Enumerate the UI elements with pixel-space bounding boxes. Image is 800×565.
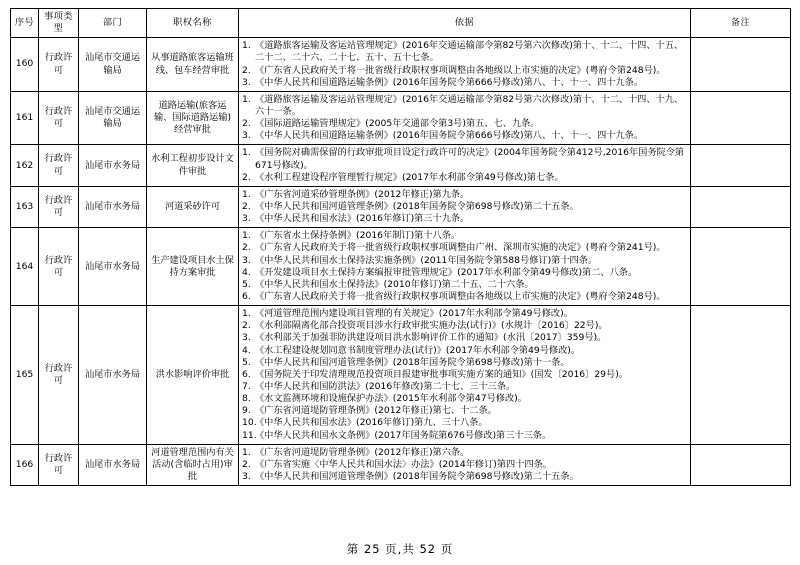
basis-list bbox=[242, 147, 687, 183]
basis-item: 3. 《中华人民共和国水法》(2016年修订)第三十九条。 bbox=[242, 213, 470, 225]
basis-item-number: 1. bbox=[242, 147, 251, 159]
column-header-dept: 部门 bbox=[79, 9, 147, 38]
basis-item-number: 3. bbox=[242, 130, 251, 142]
basis-item: 1. 《河道管理范围内建设项目管理的有关规定》(2017年水利部令第49号修改)。 bbox=[242, 308, 573, 320]
basis-item-number: 3. bbox=[242, 213, 251, 225]
basis-item: 3. 《中华人民共和国道路运输条例》(2016年国务院令第666号修改)第八、十、十一、四十九条。 bbox=[242, 76, 644, 88]
cell-dept: 汕尾市交通运输局 bbox=[79, 91, 147, 145]
basis-item-number: 3. bbox=[242, 470, 251, 482]
cell-basis bbox=[239, 228, 691, 306]
column-header-basis: 依据 bbox=[239, 9, 691, 38]
cell-basis bbox=[239, 38, 691, 92]
basis-item: 1. 《广东省河道采砂管理条例》(2012年修正)第九条。 bbox=[242, 188, 470, 200]
basis-list bbox=[242, 94, 687, 143]
cell-type: 行政许可 bbox=[39, 228, 79, 306]
cell-no: 160 bbox=[11, 38, 39, 92]
basis-item: 1. 《广东省河道堤防管理条例》(2012年修正)第六条。 bbox=[242, 446, 470, 458]
basis-item: 2. 《广东省人民政府关于将一批省级行政职权事项调整由各地级以上市实施的决定》(粤府令第248号)。 bbox=[242, 64, 666, 76]
basis-list bbox=[242, 308, 687, 442]
basis-item-number: 4. bbox=[242, 266, 251, 278]
basis-item-number: 9. bbox=[242, 405, 251, 417]
basis-item: 2. 《广东省实施〈中华人民共和国水法〉办法》(2014年修订)第四十四条。 bbox=[242, 458, 552, 470]
cell-type: 行政许可 bbox=[39, 38, 79, 92]
basis-item-number: 2. bbox=[242, 200, 251, 212]
cell-no: 165 bbox=[11, 306, 39, 445]
basis-item: 6. 《国务院关于印发清理规范投资项目报建审批事项实施方案的通知》(国发〔2016〕29号)。 bbox=[242, 368, 628, 380]
basis-item: 1. 《道路旅客运输及客运站管理规定》(2016年交通运输部令第82号第六次修改)第十、十二、十四、十九、六十一条。 bbox=[242, 93, 684, 117]
basis-item-number: 2. bbox=[242, 118, 251, 130]
basis-item: 2. 《水利工程建设程序管理暂行规定》(2017年水利部令第49号修改)第七条。 bbox=[242, 171, 564, 183]
cell-note bbox=[691, 145, 791, 186]
cell-type: 行政许可 bbox=[39, 145, 79, 186]
table-row bbox=[11, 186, 791, 227]
cell-dept: 汕尾市水务局 bbox=[79, 145, 147, 186]
cell-basis bbox=[239, 306, 691, 445]
cell-note bbox=[691, 306, 791, 445]
basis-item: 2. 《中华人民共和国河道管理条例》(2018年国务院令第698号修改)第二十五条。 bbox=[242, 200, 579, 212]
cell-dept: 汕尾市水务局 bbox=[79, 186, 147, 227]
cell-no: 166 bbox=[11, 444, 39, 485]
basis-item-number: 2. bbox=[242, 171, 251, 183]
basis-item-number: 1. bbox=[242, 230, 251, 242]
table-header-row bbox=[11, 9, 791, 38]
cell-name: 道路运输(旅客运输、国际道路运输)经营审批 bbox=[147, 91, 239, 145]
cell-name: 河道管理范围内有关活动(含临时占用)审批 bbox=[147, 444, 239, 485]
basis-item-number: 1. bbox=[242, 308, 251, 320]
basis-item-number: 7. bbox=[242, 380, 251, 392]
basis-item-number: 6. bbox=[242, 290, 251, 302]
cell-basis bbox=[239, 91, 691, 145]
table-row bbox=[11, 38, 791, 92]
basis-item-number: 3. bbox=[242, 332, 251, 344]
basis-item: 4. 《水工程建设规划同意书制度管理办法(试行)》(2017年水利部令第49号修改)。 bbox=[242, 344, 581, 356]
basis-item: 5. 《中华人民共和国河道管理条例》(2018年国务院令第698号修改)第十一条。 bbox=[242, 356, 570, 368]
page-footer: 第 25 页,共 52 页 bbox=[346, 542, 454, 556]
column-header-no: 序号 bbox=[11, 9, 39, 38]
table-header bbox=[11, 9, 791, 38]
cell-note bbox=[691, 91, 791, 145]
basis-item: 5. 《中华人民共和国水土保持法》(2010年修订)第二十五、二十六条。 bbox=[242, 278, 534, 290]
cell-note bbox=[691, 38, 791, 92]
basis-item: 10. 《中华人民共和国水法》(2016年修订)第九、三十八条。 bbox=[242, 417, 488, 429]
basis-item: 3. 《中华人民共和国水土保持法实施条例》(2011年国务院令第588号修订)第十四条。 bbox=[242, 254, 598, 266]
basis-item-number: 4. bbox=[242, 344, 251, 356]
basis-item: 2. 《广东省人民政府关于将一批省级行政职权事项调整由广州、深圳市实施的决定》(粤府令第241号)。 bbox=[242, 242, 666, 254]
basis-item-number: 8. bbox=[242, 393, 251, 405]
authority-list-table bbox=[10, 8, 791, 486]
basis-item: 4. 《开发建设项目水土保持方案编报审批管理规定》(2017年水利部令第49号修改)第二、八条。 bbox=[242, 266, 638, 278]
cell-basis bbox=[239, 186, 691, 227]
basis-item: 3. 《中华人民共和国道路运输条例》(2016年国务院令第666号修改)第八、十、十一、四十九条。 bbox=[242, 130, 644, 142]
basis-item: 1. 《广东省水土保持条例》(2016年制订)第十八条。 bbox=[242, 230, 461, 242]
cell-type: 行政许可 bbox=[39, 306, 79, 445]
table-body bbox=[11, 38, 791, 486]
basis-list bbox=[242, 189, 687, 225]
basis-list bbox=[242, 447, 687, 483]
cell-name: 水利工程初步设计文件审批 bbox=[147, 145, 239, 186]
table-row bbox=[11, 145, 791, 186]
cell-type: 行政许可 bbox=[39, 91, 79, 145]
basis-item-number: 2. bbox=[242, 458, 251, 470]
basis-item-number: 10. bbox=[242, 417, 257, 429]
basis-item-number: 6. bbox=[242, 368, 251, 380]
cell-no: 161 bbox=[11, 91, 39, 145]
basis-item: 3. 《水利部关于加强非防洪建设项目洪水影响评价工作的通知》(水汛〔2017〕359号)。 bbox=[242, 332, 607, 344]
cell-basis bbox=[239, 444, 691, 485]
table-row bbox=[11, 306, 791, 445]
cell-no: 163 bbox=[11, 186, 39, 227]
basis-item: 3. 《中华人民共和国河道管理条例》(2018年国务院令第698号修改)第二十五条。 bbox=[242, 470, 579, 482]
basis-item-number: 1. bbox=[242, 93, 251, 105]
cell-dept: 汕尾市交通运输局 bbox=[79, 38, 147, 92]
basis-item: 2. 《国际道路运输管理规定》(2005年交通部令第3号)第五、七、九条。 bbox=[242, 118, 540, 130]
cell-no: 162 bbox=[11, 145, 39, 186]
cell-type: 行政许可 bbox=[39, 444, 79, 485]
basis-item-number: 1. bbox=[242, 188, 251, 200]
basis-item: 9. 《广东省河道堤防管理条例》(2012年修正)第七、十二条。 bbox=[242, 405, 497, 417]
basis-item-number: 3. bbox=[242, 76, 251, 88]
cell-dept: 汕尾市水务局 bbox=[79, 306, 147, 445]
basis-item: 1. 《国务院对确需保留的行政审批项目设定行政许可的决定》(2004年国务院令第412号,2016年国务院令第671号修改)。 bbox=[242, 147, 685, 171]
cell-name: 洪水影响评价审批 bbox=[147, 306, 239, 445]
table-row bbox=[11, 228, 791, 306]
basis-item-number: 2. bbox=[242, 320, 251, 332]
table-row bbox=[11, 444, 791, 485]
basis-item-number: 5. bbox=[242, 356, 251, 368]
cell-dept: 汕尾市水务局 bbox=[79, 228, 147, 306]
cell-note bbox=[691, 186, 791, 227]
basis-list bbox=[242, 230, 687, 303]
basis-item-number: 5. bbox=[242, 278, 251, 290]
cell-dept: 汕尾市水务局 bbox=[79, 444, 147, 485]
cell-no: 164 bbox=[11, 228, 39, 306]
basis-item: 6. 《广东省人民政府关于将一批省级行政职权事项调整由各地级以上市实施的决定》(粤府令第248号)。 bbox=[242, 290, 666, 302]
cell-note bbox=[691, 444, 791, 485]
basis-item-number: 1. bbox=[242, 40, 251, 52]
table-row bbox=[11, 91, 791, 145]
column-header-name: 职权名称 bbox=[147, 9, 239, 38]
column-header-type: 事项类型 bbox=[39, 9, 79, 38]
cell-name: 河道采砂许可 bbox=[147, 186, 239, 227]
basis-item: 11. 《中华人民共和国水文条例》(2017年国务院第676号修改)第三十三条。 bbox=[242, 429, 552, 441]
basis-item-number: 3. bbox=[242, 254, 251, 266]
basis-item: 8. 《水文监测环境和设施保护办法》(2015年水利部令第47号修改)。 bbox=[242, 393, 527, 405]
basis-item-number: 2. bbox=[242, 242, 251, 254]
basis-item: 7. 《中华人民共和国防洪法》(2016年修改)第二十七、三十三条。 bbox=[242, 380, 516, 392]
cell-basis bbox=[239, 145, 691, 186]
cell-name: 从事道路旅客运输班线、包车经营审批 bbox=[147, 38, 239, 92]
cell-name: 生产建设项目水土保持方案审批 bbox=[147, 228, 239, 306]
cell-type: 行政许可 bbox=[39, 186, 79, 227]
basis-item: 1. 《道路旅客运输及客运站管理规定》(2016年交通运输部令第82号第六次修改)第十、十二、十四、十五、二十二、二十六、二十七、五十、五十七条。 bbox=[242, 40, 684, 64]
column-header-note: 备注 bbox=[691, 9, 791, 38]
basis-item: 2. 《水利部隔离化部合投资项目涉水行政审批实施办法(试行)》(水规计〔2016〕22号)。 bbox=[242, 320, 608, 332]
basis-item-number: 1. bbox=[242, 446, 251, 458]
basis-item-number: 11. bbox=[242, 429, 257, 441]
cell-note bbox=[691, 228, 791, 306]
basis-item-number: 2. bbox=[242, 64, 251, 76]
basis-list bbox=[242, 40, 687, 89]
